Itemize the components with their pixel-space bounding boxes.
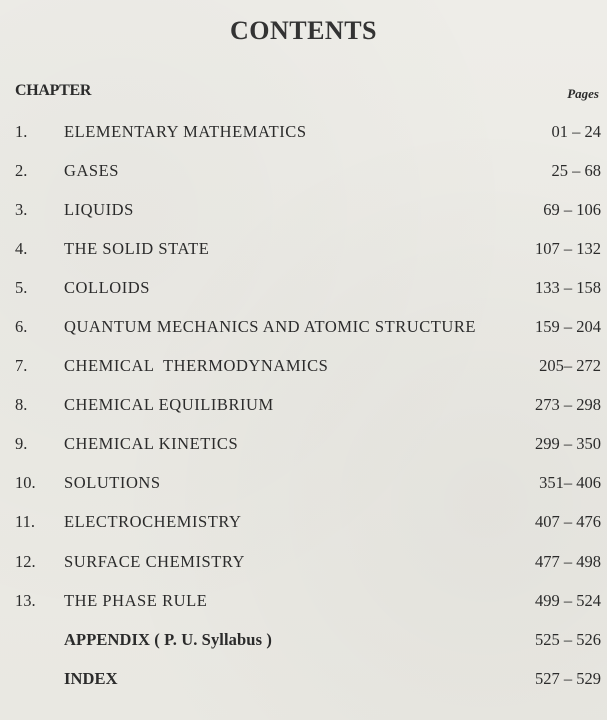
- page-range: 69 – 106: [543, 200, 601, 220]
- contents-entry: [0, 307, 607, 346]
- index-title: INDEX: [64, 668, 118, 688]
- chapter-number: 12.: [15, 551, 36, 571]
- contents-entry: [0, 463, 607, 502]
- appendix-entry: [0, 620, 607, 659]
- chapter-number: 7.: [15, 356, 28, 376]
- contents-entry: [0, 385, 607, 424]
- page-range: 407 – 476: [535, 512, 601, 532]
- contents-entry: [0, 581, 607, 620]
- contents-entry: [0, 229, 607, 268]
- contents-entry: [0, 424, 607, 463]
- page-range: 499 – 524: [535, 590, 601, 610]
- chapter-title: QUANTUM MECHANICS AND ATOMIC STRUCTURE: [64, 317, 477, 337]
- chapter-title: CHEMICAL THERMODYNAMICS: [64, 356, 329, 376]
- chapter-title: LIQUIDS: [64, 200, 134, 220]
- chapter-number: 9.: [15, 434, 28, 454]
- contents-entry: [0, 502, 607, 541]
- page-range: 273 – 298: [535, 395, 601, 415]
- page-range: 351– 406: [539, 473, 601, 493]
- chapter-number: 3.: [15, 200, 28, 220]
- chapter-title: SURFACE CHEMISTRY: [64, 551, 245, 571]
- chapter-title: THE SOLID STATE: [64, 239, 210, 259]
- pages-column-header: Pages: [567, 86, 599, 101]
- page-range: 159 – 204: [535, 317, 601, 337]
- chapter-title: ELEMENTARY MATHEMATICS: [64, 122, 307, 141]
- chapter-number: 1.: [15, 122, 28, 141]
- page-range: 205– 272: [539, 356, 601, 376]
- page-range: 477 – 498: [535, 551, 601, 571]
- appendix-title: APPENDIX ( P. U. Syllabus ): [64, 629, 272, 649]
- contents-list: [0, 112, 607, 698]
- chapter-title: ELECTROCHEMISTRY: [64, 512, 242, 532]
- page-range: 525 – 526: [535, 629, 601, 649]
- contents-entry: [0, 151, 607, 190]
- contents-entry: [0, 542, 607, 581]
- page-range: 133 – 158: [535, 278, 601, 298]
- page-range: 527 – 529: [535, 668, 601, 688]
- chapter-number: 4.: [15, 239, 28, 259]
- contents-entry: [0, 268, 607, 307]
- index-entry: [0, 659, 607, 698]
- chapter-title: GASES: [64, 161, 120, 181]
- chapter-number: 13.: [15, 590, 36, 610]
- chapter-number: 5.: [15, 278, 28, 298]
- page-title: CONTENTS: [229, 16, 378, 45]
- chapter-title: SOLUTIONS: [64, 473, 161, 493]
- chapter-number: 10.: [15, 473, 36, 493]
- chapter-number: 11.: [15, 512, 36, 532]
- chapter-title: THE PHASE RULE: [64, 590, 208, 610]
- contents-entry: [0, 112, 607, 151]
- chapter-number: 2.: [15, 161, 28, 181]
- chapter-title: CHEMICAL EQUILIBRIUM: [64, 395, 274, 415]
- chapter-title: COLLOIDS: [64, 278, 150, 298]
- contents-entry: [0, 346, 607, 385]
- chapter-number: 8.: [15, 395, 28, 415]
- page-range: 01 – 24: [551, 122, 601, 141]
- contents-entry: [0, 190, 607, 229]
- page-range: 25 – 68: [551, 161, 601, 181]
- chapter-column-header: CHAPTER: [15, 82, 92, 99]
- page-range: 299 – 350: [535, 434, 601, 454]
- page-range: 107 – 132: [535, 239, 601, 259]
- chapter-title: CHEMICAL KINETICS: [64, 434, 239, 454]
- chapter-number: 6.: [15, 317, 28, 337]
